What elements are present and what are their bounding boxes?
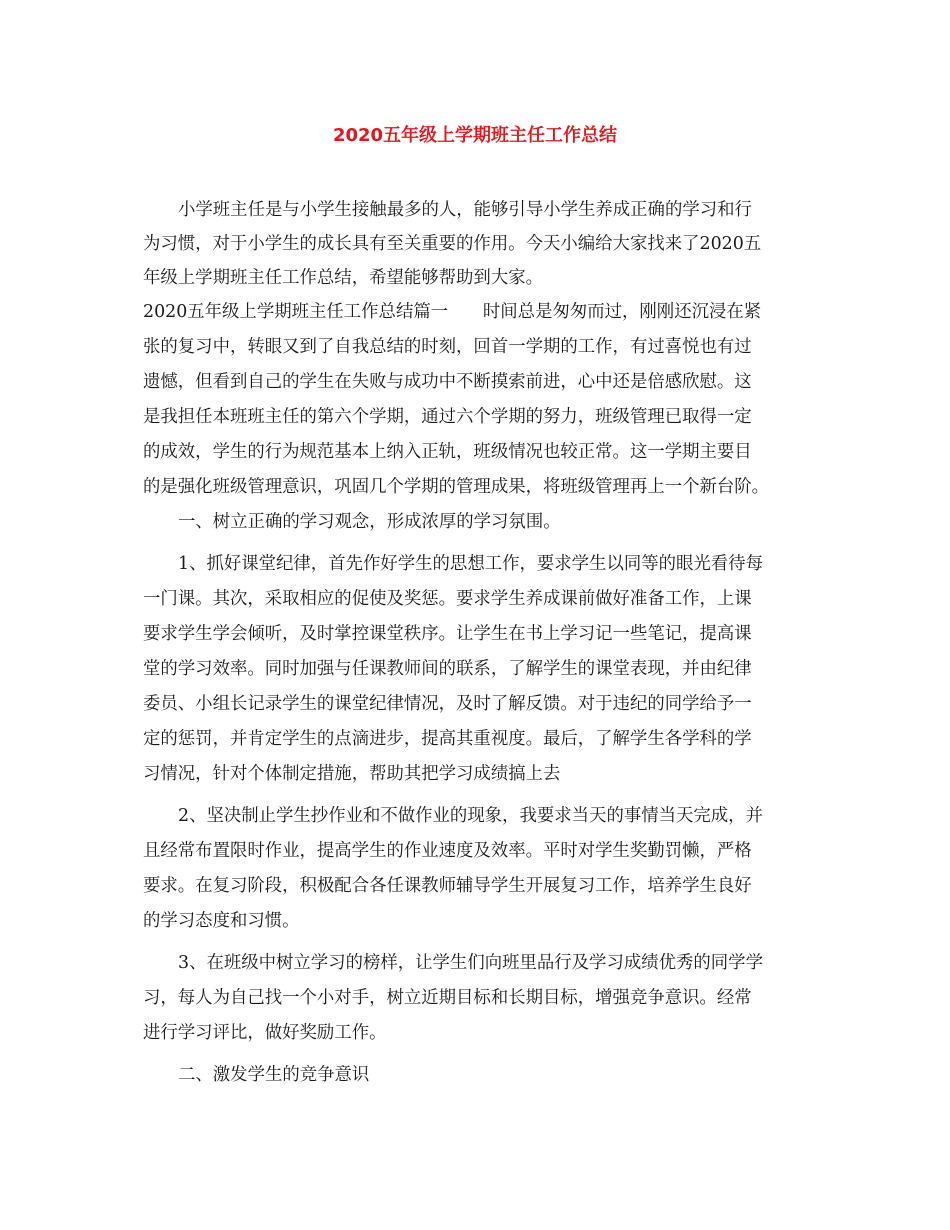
text-line: 3、在班级中树立学习的榜样，让学生们向班里品行及学习成绩优秀的同学学 <box>178 953 763 973</box>
text-line: 定的惩罚，并肯定学生的点滴进步，提高其重视度。最后，了解学生各学科的学 <box>143 729 752 749</box>
text-line: 习，每人为自己找一个小对手，树立近期目标和长期目标，增强竞争意识。经常 <box>143 988 752 1008</box>
text-line: 的成效，学生的行为规范基本上纳入正轨，班级情况也较正常。这一学期主要目 <box>143 442 752 462</box>
text-line: 为习惯，对于小学生的成长具有至关重要的作用。今天小编给大家找来了2020五 <box>143 234 762 254</box>
text-line: 进行学习评比，做好奖励工作。 <box>143 1023 387 1043</box>
text-line: 要求学生学会倾听，及时掌控课堂秩序。让学生在书上学习记一些笔记，提高课 <box>143 624 752 644</box>
text-line: 的是强化班级管理意识，巩固几个学期的管理成果，将班级管理再上一个新台阶。 <box>143 477 770 497</box>
text-line: 是我担任本班班主任的第六个学期，通过六个学期的努力，班级管理已取得一定 <box>143 407 752 427</box>
text-line: 2020五年级上学期班主任工作总结篇一 时间总是匆匆而过，刚刚还沉浸在紧 <box>143 302 762 322</box>
text-line: 1、抓好课堂纪律，首先作好学生的思想工作，要求学生以同等的眼光看待每 <box>178 554 763 574</box>
text-line: 小学班主任是与小学生接触最多的人，能够引导小学生养成正确的学习和行 <box>178 200 752 220</box>
text-line: 且经常布置限时作业，提高学生的作业速度及效率。平时对学生奖勤罚懒，严格 <box>143 841 752 861</box>
text-line: 2、坚决制止学生抄作业和不做作业的现象，我要求当天的事情当天完成，并 <box>178 806 763 826</box>
text-line: 一门课。其次，采取相应的促使及奖惩。要求学生养成课前做好准备工作，上课 <box>143 589 752 609</box>
text-line: 年级上学期班主任工作总结，希望能够帮助到大家。 <box>143 268 543 288</box>
text-line: 要求。在复习阶段，积极配合各任课教师辅导学生开展复习工作，培养学生良好 <box>143 876 752 896</box>
text-line: 张的复习中，转眼又到了自我总结的时刻，回首一学期的工作，有过喜悦也有过 <box>143 337 752 357</box>
text-line: 的学习态度和习惯。 <box>143 911 300 931</box>
text-line: 习情况，针对个体制定措施，帮助其把学习成绩搞上去 <box>143 764 561 784</box>
text-line: 堂的学习效率。同时加强与任课教师间的联系，了解学生的课堂表现，并由纪律 <box>143 659 752 679</box>
text-line: 遗憾，但看到自己的学生在失败与成功中不断摸索前进，心中还是倍感欣慰。这 <box>143 372 752 392</box>
section-heading: 二、激发学生的竞争意识 <box>178 1065 370 1085</box>
text-line: 委员、小组长记录学生的课堂纪律情况，及时了解反馈。对于违纪的同学给予一 <box>143 694 752 714</box>
section-heading: 一、树立正确的学习观念，形成浓厚的学习氛围。 <box>178 512 561 532</box>
document-title: 2020五年级上学期班主任工作总结 <box>332 125 618 146</box>
